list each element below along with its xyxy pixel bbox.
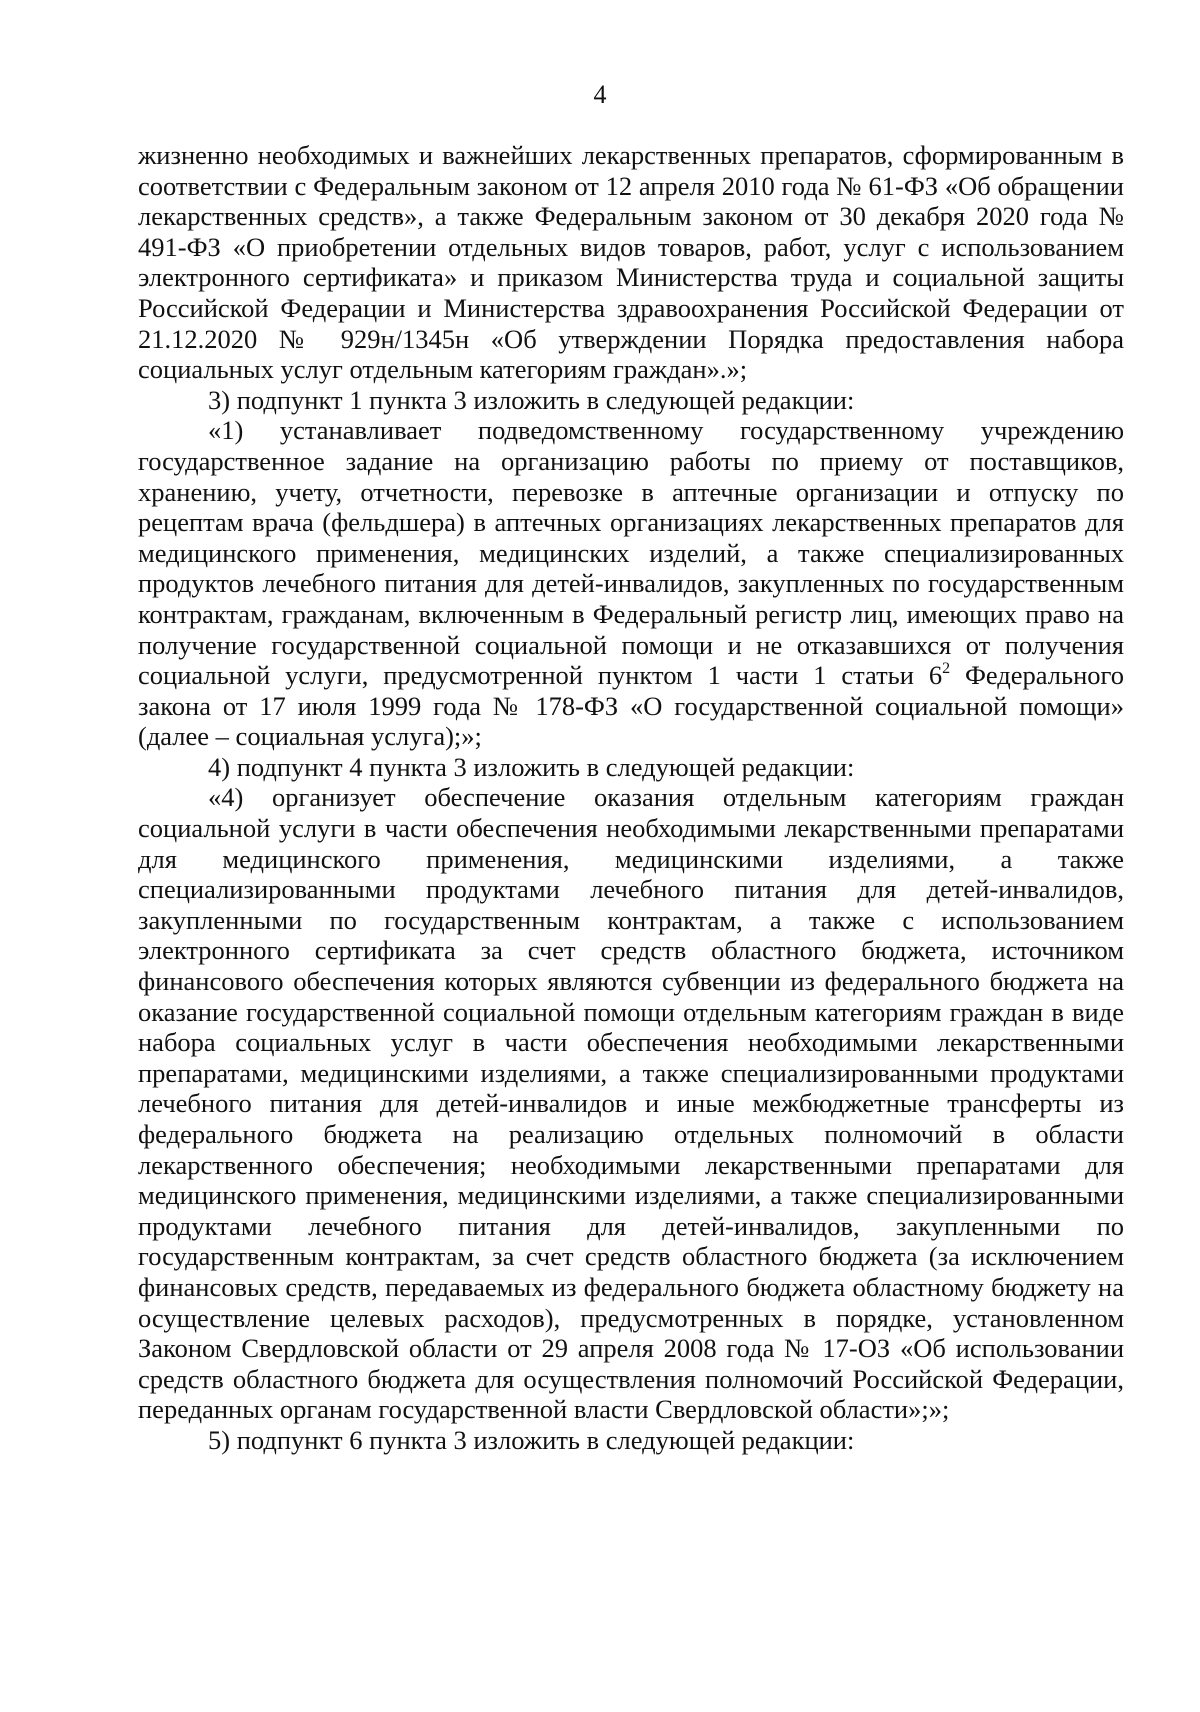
paragraph-item-4-text: «4) организует обеспечение оказания отдельным категориям граждан социальной услуги в части обеспечения необходимыми лекарственными препаратами для медицинского применения, медицинскими изделиями, а также специализированными продуктами лечебного питания для детей-инвалидов, закупленными по государственным контрактам, а также с использованием электронного сертификата за счет средств областного бюджета, источником финансового обеспечения которых являются субвенции из федерального бюджета на оказание государственной социальной помощи отдельным категориям граждан в виде набора социальных услуг в части обеспечения необходимыми лекарственными препаратами, медицинскими изделиями, а также специализированными продуктами лечебного питания для детей-инвалидов и иные межбюджетные трансферты из федерального бюджета на реализацию отдельных полномочий в области лекарственного обеспечения; необходимыми лекарственными препаратами для медицинского применения, медицинскими изделиями, а также специализированными продуктами лечебного питания для детей-инвалидов, закупленными по государственным контрактам, за счет средств областного бюджета (за исключением финансовых средств, передаваемых из федерального бюджета областному бюджету на осуществление целевых расходов), предусмотренных в порядке, установленном Законом Свердловской области от 29 апреля 2008 года № 17-ОЗ «Об использовании средств областного бюджета для осуществления полномочий Российской Федерации, переданных органам государственной власти Свердловской области»;»; (138, 782, 1124, 1425)
page-number: 4 (593, 80, 607, 109)
paragraph-item-3-text-part-2: Федерального закона от 17 июля 1999 года № 178-ФЗ «О государственной социальной помощи» (далее – социальная услуга);»; (138, 660, 1124, 752)
paragraph-item-5-heading: 5) подпункт 6 пункта 3 изложить в следующей редакции: (208, 1424, 855, 1455)
paragraph-continuation: жизненно необходимых и важнейших лекарственных препаратов, сформированным в соответствии с Федеральным законом от 12 апреля 2010 года № 61-ФЗ «Об обращении лекарственных средств», а также Федеральным законом от 30 декабря 2020 года № 491-ФЗ «О приобретении отдельных видов товаров, работ, услуг с использованием электронного сертификата» и приказом Министерства труда и социальной защиты Российской Федерации и Министерства здравоохранения Российской Федерации от 21.12.2020 № 929н/1345н «Об утверждении Порядка предоставления набора социальных услуг отдельным категориям граждан».»; (138, 140, 1124, 385)
paragraph-item-4-heading: 4) подпункт 4 пункта 3 изложить в следующей редакции: (208, 751, 855, 782)
paragraph-item-3-text-part-1: «1) устанавливает подведомственному государственному учреждению государственное задание на организацию работы по приему от поставщиков, хранению, учету, отчетности, перевозке в аптечные организации и отпуску по рецептам врача (фельдшера) в аптечных организациях лекарственных препаратов для медицинского применения, медицинских изделий, а также специализированных продуктов лечебного питания для детей-инвалидов, закупленных по государственным контрактам, гражданам, включенным в Федеральный регистр лиц, имеющих право на получение государственной социальной помощи и не отказавшихся от получения социальной услуги, предусмотренной пунктом 1 части 1 статьи 6 (138, 415, 1124, 691)
superscript-2: 2 (942, 660, 951, 678)
paragraph-item-3-text (138, 415, 1124, 752)
document-body (138, 140, 1124, 1456)
paragraph-item-3-heading: 3) подпункт 1 пункта 3 изложить в следующей редакции: (208, 384, 855, 415)
